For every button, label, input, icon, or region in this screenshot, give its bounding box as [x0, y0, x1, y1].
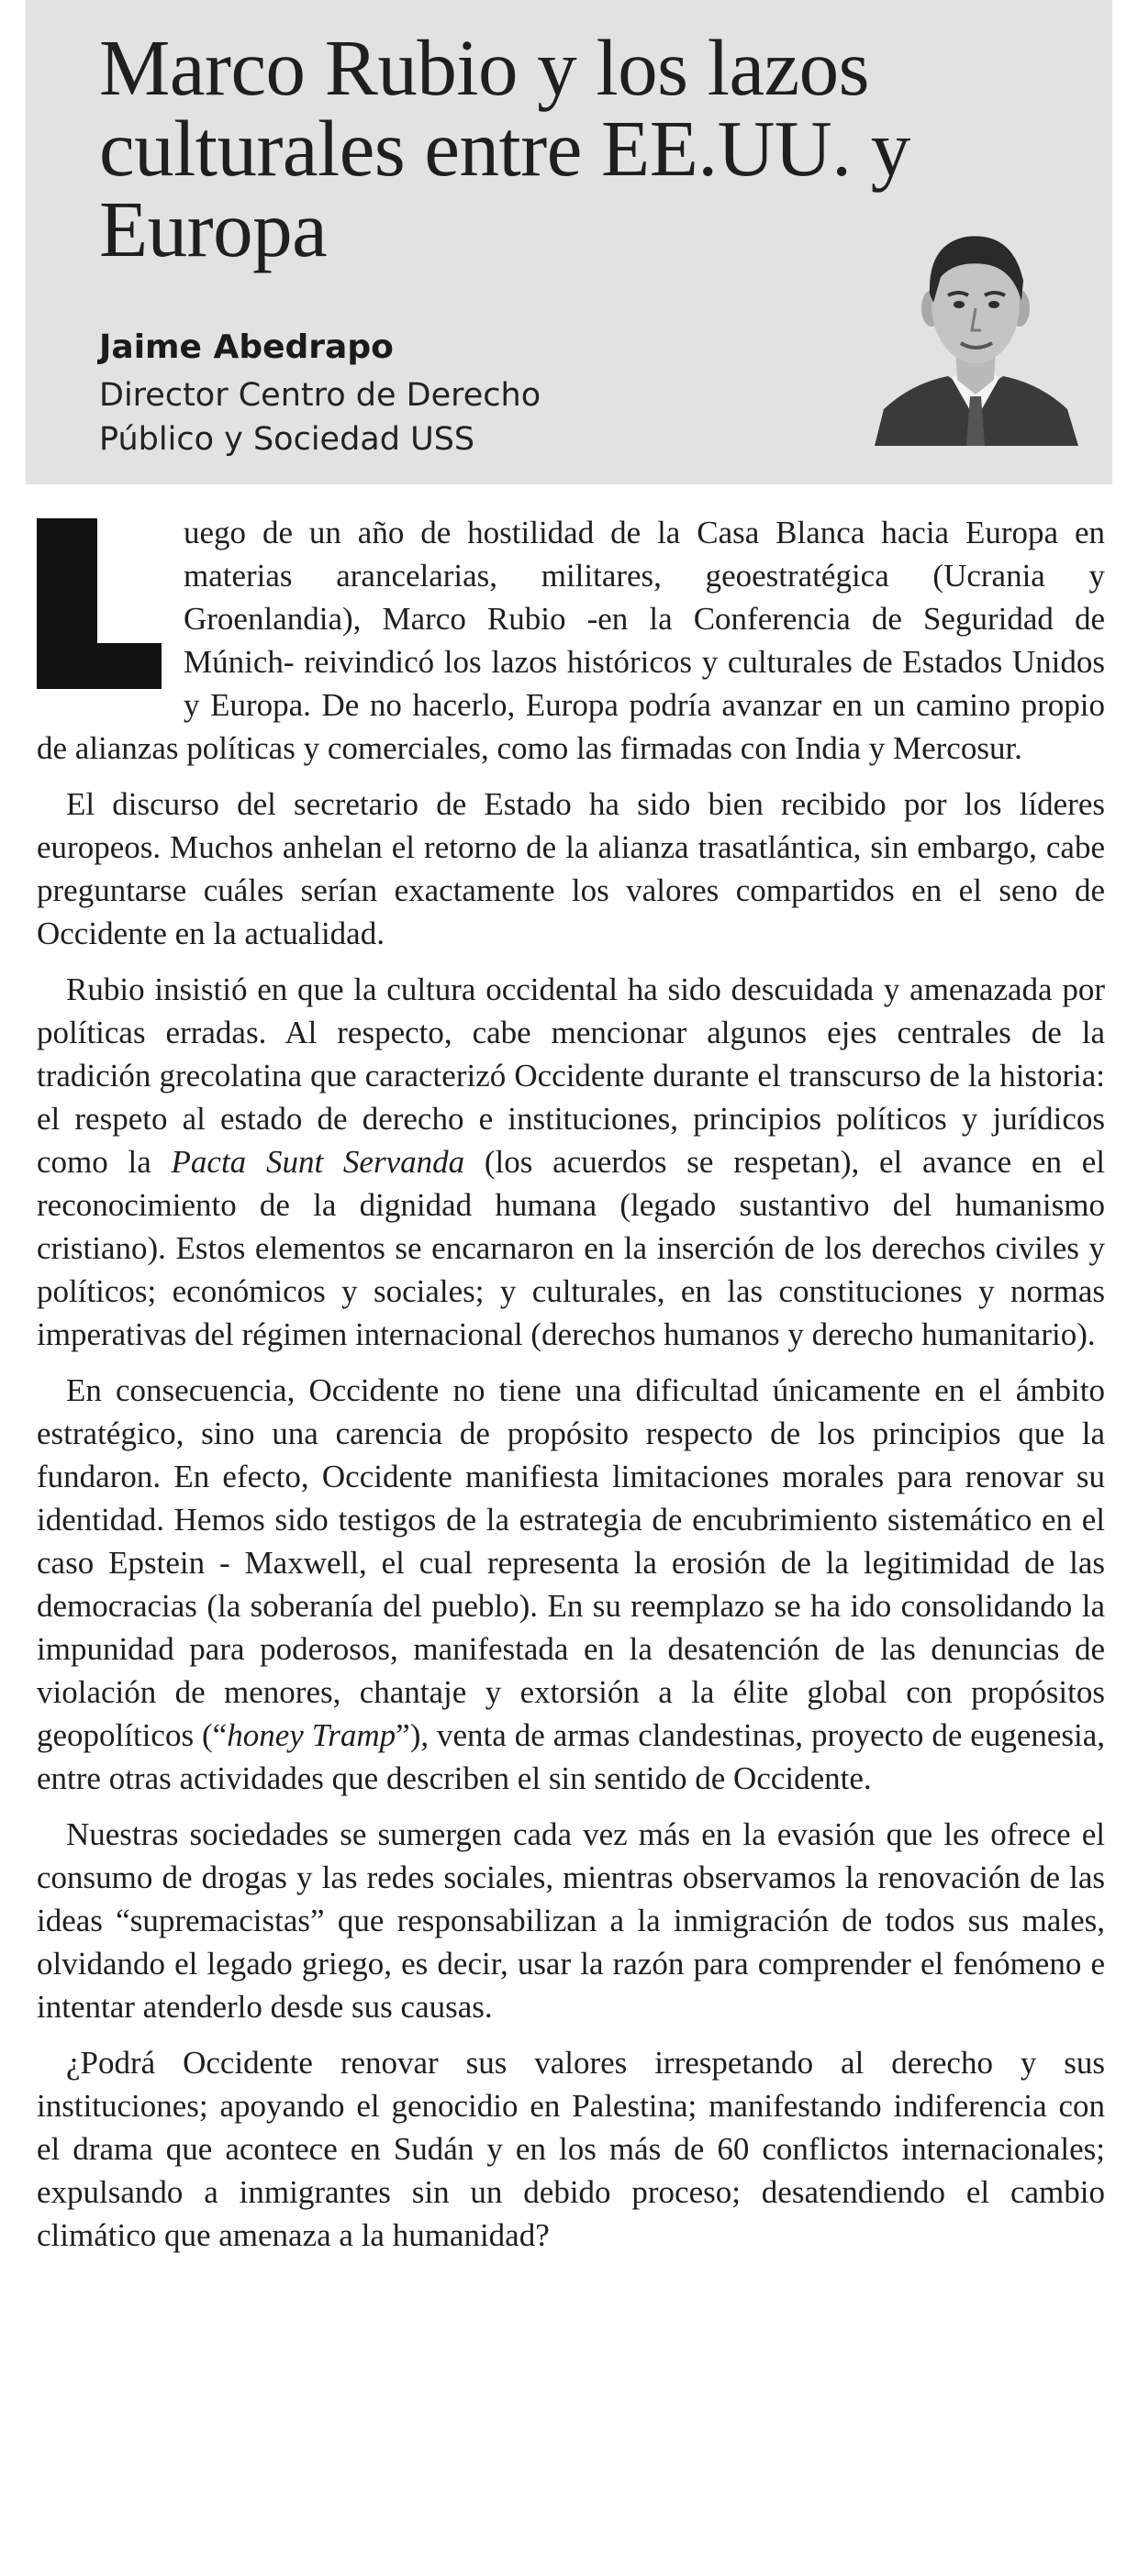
- paragraph-1-text: uego de un año de hostilidad de la Casa Blanca hacia Europa en materias arancelarias, militares, geoestratégica (Ucrania y Groenlandia), Marco Rubio -en la Conferencia de Seguridad de Múnich- reivindicó los lazos históricos y culturales de Estados Unidos y Europa. De no hacerlo, Europa podría avanzar en un camino propio de alianzas políticas y comerciales, como las firmadas con India y Mercosur.: [37, 515, 1105, 766]
- paragraph-3-text-a: Rubio insistió en que la cultura occidental ha sido descuidada y amenazada por políticas erradas. Al respecto, cabe mencionar algunos ejes centrales de la tradición grecolatina que caracterizó Occidente durante el transcurso de la historia: el respeto al estado de derecho e instituciones, principios políticos y jurídicos como la: [37, 972, 1105, 1180]
- headline: Marco Rubio y los lazos culturales entre EE.UU. y Europa: [99, 23, 910, 273]
- paragraph-4-text-b: ”), venta de armas clandestinas, proyecto de eugenesia, entre otras actividades que describen el sin sentido de Occidente.: [37, 1717, 1106, 1796]
- author-name: Jaime Abedrapo: [99, 328, 394, 366]
- paragraph-3-text-b: (los acuerdos se respetan), el avance en el reconocimiento de la dignidad humana (legado sustantivo del humanismo cristiano). Estos elementos se encarnaron en la inserción de los derechos civiles y políticos; económicos y sociales; y culturales, en las constituciones y normas imperativas del régimen internacional (derechos humanos y derecho humanitario).: [37, 1144, 1105, 1352]
- paragraph-5: Nuestras sociedades se sumergen cada vez más en la evasión que les ofrece el consumo de drogas y las redes sociales, mientras observamos la renovación de las ideas “supremacistas” que responsabilizan a la inmigración de todos sus males, olvidando el legado griego, es decir, usar la razón para comprender el fenómeno e intentar atenderlo desde sus causas.: [37, 1816, 1105, 2025]
- article-body: [37, 511, 1105, 2270]
- article-header: [26, 0, 1112, 484]
- paragraph-4: [37, 1369, 1105, 1800]
- drop-cap: [37, 518, 162, 689]
- author-portrait-icon: [856, 200, 1095, 446]
- paragraph-6: ¿Podrá Occidente renovar sus valores irrespetando al derecho y sus instituciones; apoyando el genocidio en Palestina; manifestando indiferencia con el drama que acontece en Sudán y en los más de 60 conflictos internacionales; expulsando a inmigrantes sin un debido proceso; desatendiendo el cambio climático que amenaza a la humanidad?: [37, 2045, 1105, 2253]
- paragraph-1: [37, 511, 1105, 770]
- author-role: Director Centro de Derecho Público y Sociedad USS: [99, 377, 541, 458]
- latin-phrase: Pacta Sunt Servanda: [171, 1144, 465, 1180]
- paragraph-4-text-a: En consecuencia, Occidente no tiene una dificultad únicamente en el ámbito estratégico, sino una carencia de propósito respecto de los principios que la fundaron. En efecto, Occidente manifiesta limitaciones morales para renovar su identidad. Hemos sido testigos de la estrategia de encubrimiento sistemático en el caso Epstein - Maxwell, el cual representa la erosión de la legitimidad de las democracias (la soberanía del pueblo). En su reemplazo se ha ido consolidando la impunidad para poderosos, manifestada en la desatención de las denuncias de violación de menores, chantaje y extorsión a la élite global con propósitos geopolíticos (“: [37, 1372, 1105, 1753]
- paragraph-2: El discurso del secretario de Estado ha sido bien recibido por los líderes europeos. Muchos anhelan el retorno de la alianza trasatlántica, sin embargo, cabe preguntarse cuáles serían exactamente los valores compartidos en el seno de Occidente en la actualidad.: [37, 786, 1105, 951]
- paragraph-3: [37, 968, 1105, 1356]
- honey-tramp-phrase: honey Tramp: [227, 1717, 396, 1753]
